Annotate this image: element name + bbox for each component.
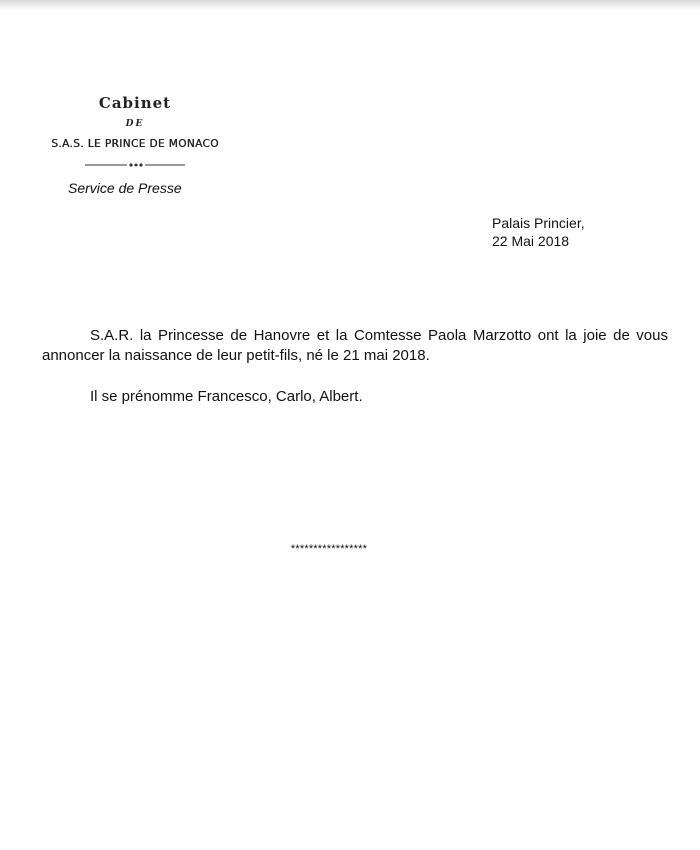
page-top-edge <box>0 0 700 10</box>
place-date-block <box>492 214 585 250</box>
date-text: 22 Mai 2018 <box>492 233 570 249</box>
separator-stars: ***************** <box>290 543 368 555</box>
announcement-paragraph-2: Il se prénomme Francesco, Carlo, Albert. <box>90 388 363 405</box>
letterhead-cabinet: Cabinet <box>98 94 172 112</box>
announcement-paragraph-1: S.A.R. la Princesse de Hanovre et la Comtesse Paola Marzotto ont la joie de vous annoncer la naissance de leur petit-fils, né le 21 mai 2018. <box>42 327 668 364</box>
letterhead <box>40 92 230 197</box>
announcement-body <box>42 326 668 407</box>
letterhead-service: Service de Presse <box>68 180 182 196</box>
place-text: Palais Princier, <box>492 215 585 231</box>
letterhead-de: DE <box>125 119 145 129</box>
letterhead-prince: S.A.S. LE PRINCE DE MONACO <box>51 138 219 150</box>
ornament-divider-icon <box>85 160 185 170</box>
